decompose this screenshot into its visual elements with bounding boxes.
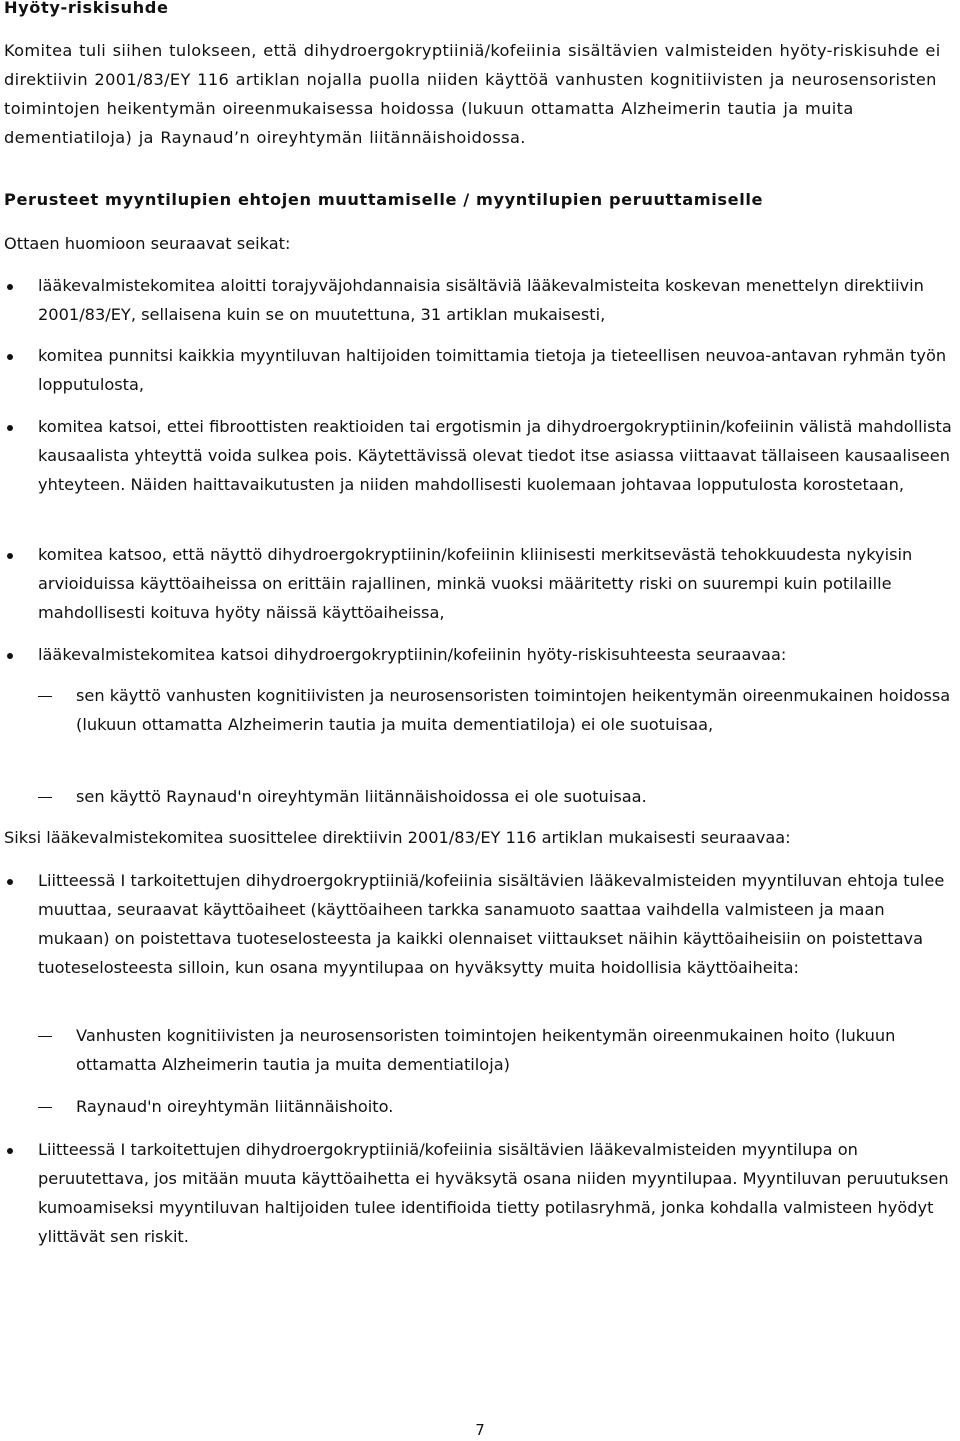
dash-list-item-text: sen käyttö Raynaud'n oireyhtymän liitännäishoidossa ei ole suotuisaa. [76, 787, 647, 806]
list-item-text: Liitteessä I tarkoitettujen dihydroergokryptiiniä/kofeiinia sisältävien lääkevalmisteiden myyntilupa on peruutettava, jos mitään muuta käyttöaihetta ei hyväksytä osana niiden myyntilupaa. Myyntiluvan peruutuksen kumoamiseksi myyntiluvan haltijoiden tulee identifioida tietty potilasryhmä, jonka kohdalla valmisteen hyödyt ylittävät sen riskit. [38, 1140, 949, 1246]
list-item-text: Liitteessä I tarkoitettujen dihydroergokryptiiniä/kofeiinia sisältävien lääkevalmisteiden myyntiluvan ehtoja tulee muuttaa, seuraavat käyttöaiheet (käyttöaiheen tarkka sanamuoto saattaa vaihdella valmisteen ja maan mukaan) on poistettava tuoteselosteesta ja kaikki olennaiset viittaukset näihin käyttöaiheisiin on poistettava tuoteselosteesta silloin, kun osana myyntilupaa on hyväksytty muita hoidollisia käyttöaiheita: [38, 871, 945, 977]
bullet-icon [7, 425, 13, 431]
list-item-text: komitea punnitsi kaikkia myyntiluvan haltijoiden toimittamia tietoja ja tieteellisen neuvoa-antavan ryhmän työn lopputulosta, [38, 346, 947, 394]
bullet-icon [7, 879, 13, 885]
bullet-icon [7, 284, 13, 290]
page-number: 7 [475, 1421, 485, 1439]
benefit-risk-paragraph: Komitea tuli siihen tulokseen, että dihydroergokryptiiniä/kofeiinia sisältävien valmisteiden hyöty-riskisuhde ei direktiivin 2001/83/EY 116 artiklan nojalla puolla niiden käyttöä vanhusten kognitiivisten ja neurosensoristen toimintojen heikentymän oireenmukaisessa hoidossa (lukuun ottamatta Alzheimerin tautia ja muita dementiatiloja) ja Raynaud’n oireyhtymän liitännäishoidossa. [4, 41, 941, 147]
list-item-text: komitea katsoo, että näyttö dihydroergokryptiinin/kofeiinin kliinisesti merkitsevästä tehokkuudesta nykyisin arvioiduissa käyttöaiheissa on erittäin rajallinen, minkä vuoksi määritetty riski on suurempi kuin potilaille mahdollisesti koituva hyöty näissä käyttöaiheissa, [38, 545, 913, 622]
list-item-text: lääkevalmistekomitea aloitti torajyväjohdannaisia sisältäviä lääkevalmisteita koskevan menettelyn direktiivin 2001/83/EY, sellaisena kuin se on muutettuna, 31 artiklan mukaisesti, [38, 276, 924, 324]
dash-icon [38, 1107, 52, 1108]
dash-icon [38, 797, 52, 798]
list-item-text: komitea katsoi, ettei fibroottisten reaktioiden tai ergotismin ja dihydroergokryptiinin/kofeiinin välistä mahdollista kausaalista yhteyttä voida sulkea pois. Käytettävissä olevat tiedot itse asiassa viittaavat tällaiseen kausaaliseen yhteyteen. Näiden haittavaikutusten ja niiden mahdollisesti kuolemaan johtavaa lopputulosta korostetaan, [38, 417, 952, 494]
section-heading-benefit-risk: Hyöty-riskisuhde [4, 0, 169, 17]
bullet-icon [7, 553, 13, 559]
dash-list-item-text: sen käyttö vanhusten kognitiivisten ja neurosensoristen toimintojen heikentymän oireenmukainen hoidossa (lukuun ottamatta Alzheimerin tautia ja muita dementiatiloja) ei ole suotuisaa, [76, 686, 951, 734]
bullet-icon [7, 354, 13, 360]
bullet-icon [7, 1148, 13, 1154]
dash-list-item-text: Raynaud'n oireyhtymän liitännäishoito. [76, 1097, 394, 1116]
grounds-intro: Ottaen huomioon seuraavat seikat: [4, 234, 291, 253]
dash-icon [38, 1036, 52, 1037]
bullet-icon [7, 653, 13, 659]
list-item-text: lääkevalmistekomitea katsoi dihydroergokryptiinin/kofeiinin hyöty-riskisuhteesta seuraavaa: [38, 645, 787, 664]
dash-icon [38, 696, 52, 697]
dash-list-item-text: Vanhusten kognitiivisten ja neurosensoristen toimintojen heikentymän oireenmukainen hoito (lukuun ottamatta Alzheimerin tautia ja muita dementiatiloja) [76, 1026, 896, 1074]
recommendation-intro: Siksi lääkevalmistekomitea suosittelee direktiivin 2001/83/EY 116 artiklan mukaisesti seuraavaa: [4, 828, 791, 847]
section-heading-grounds: Perusteet myyntilupien ehtojen muuttamiselle / myyntilupien peruuttamiselle [4, 190, 764, 209]
